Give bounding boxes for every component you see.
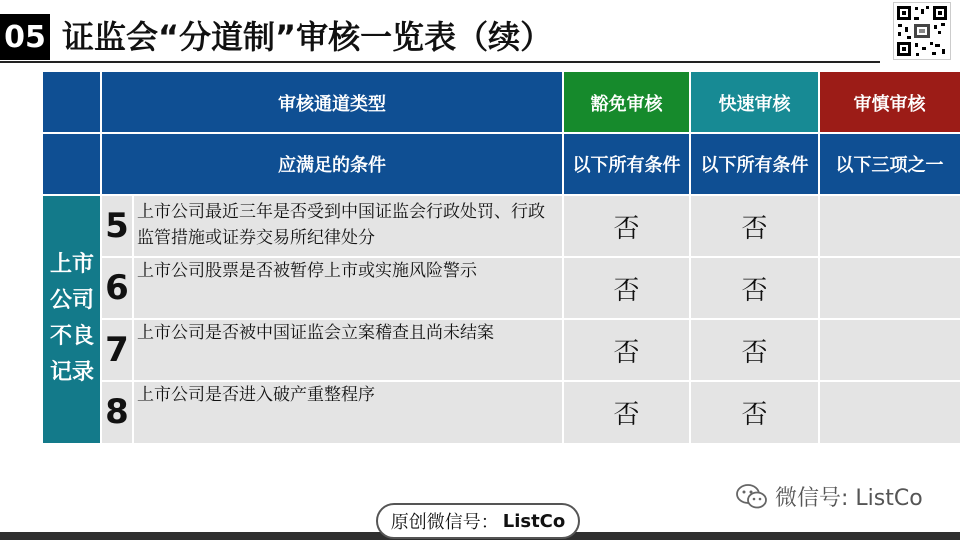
- original-account-pill: [376, 503, 580, 539]
- wechat-watermark: [735, 481, 923, 512]
- conditions-header: 应满足的条件: [101, 133, 563, 195]
- review-channel-type-header: 审核通道类型: [101, 72, 563, 133]
- row-number: 6: [101, 257, 133, 319]
- fast-value: 否: [690, 319, 819, 381]
- row-number: 8: [101, 381, 133, 443]
- exempt-value: 否: [563, 195, 690, 257]
- condition-text: 上市公司是否进入破产重整程序: [133, 381, 563, 443]
- header-corner-bottom: [43, 133, 101, 195]
- condition-text: 上市公司是否被中国证监会立案稽查且尚未结案: [133, 319, 563, 381]
- grid-line: [43, 194, 960, 196]
- exempt-value: 否: [563, 319, 690, 381]
- title-bar: [0, 0, 960, 62]
- careful-value: [819, 319, 960, 381]
- pill-account-id: ListCo: [502, 510, 566, 532]
- grid-line: [101, 256, 960, 258]
- fast-value: 否: [690, 257, 819, 319]
- fast-value: 否: [690, 195, 819, 257]
- careful-value: [819, 195, 960, 257]
- condition-text: 上市公司最近三年是否受到中国证监会行政处罚、行政监管措施或证券交易所纪律处分: [133, 195, 563, 257]
- pill-prefix: 原创微信号：: [390, 512, 499, 533]
- row-number: 5: [101, 195, 133, 257]
- exempt-value: 否: [563, 257, 690, 319]
- careful-condition-rule: 以下三项之一: [819, 133, 960, 195]
- qr-code-icon: [893, 2, 951, 60]
- careful-value: [819, 381, 960, 443]
- row-number: 7: [101, 319, 133, 381]
- grid-line: [43, 132, 960, 134]
- condition-text: 上市公司股票是否被暂停上市或实施风险警示: [133, 257, 563, 319]
- side-label-bad-record: 上市公司不良记录: [43, 195, 101, 443]
- wechat-icon: [735, 483, 769, 511]
- exempt-condition-rule: 以下所有条件: [563, 133, 690, 195]
- section-number: 05: [0, 14, 50, 60]
- fast-value: 否: [690, 381, 819, 443]
- grid-line: [101, 380, 960, 382]
- fast-condition-rule: 以下所有条件: [690, 133, 819, 195]
- watermark-text: 微信号: ListCo: [775, 486, 923, 511]
- exempt-review-header: 豁免审核: [563, 72, 690, 133]
- careful-review-header: 审慎审核: [819, 72, 960, 133]
- exempt-value: 否: [563, 381, 690, 443]
- grid-line: [101, 318, 960, 320]
- page-title: 证监会“分道制”审核一览表（续）: [62, 18, 553, 56]
- fast-review-header: 快速审核: [690, 72, 819, 133]
- careful-value: [819, 257, 960, 319]
- title-divider: [0, 61, 880, 63]
- header-corner-top: [43, 72, 101, 133]
